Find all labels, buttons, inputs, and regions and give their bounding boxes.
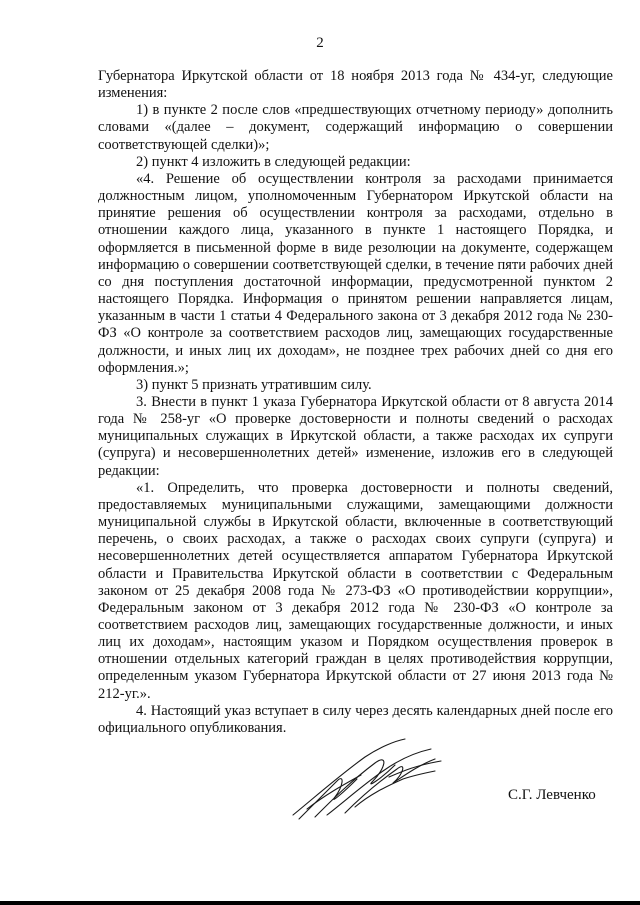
signer-name: С.Г. Левченко	[508, 787, 596, 803]
paragraph: Губернатора Иркутской области от 18 ноября 2013 года № 434-уг, следующие изменения:	[98, 68, 613, 102]
page-number: 2	[316, 35, 324, 51]
paragraph: 2) пункт 4 изложить в следующей редакции:	[136, 153, 411, 170]
document-body	[98, 68, 613, 737]
paragraph: 1) в пункте 2 после слов «предшествующих отчетному периоду» дополнить словами «(далее – документ, содержащий информацию о совершении соответствующей сделки)»;	[98, 102, 613, 153]
paragraph: 4. Настоящий указ вступает в силу через десять календарных дней после его официального опубликования.	[98, 702, 613, 736]
scan-edge	[0, 901, 640, 905]
paragraph: 3. Внести в пункт 1 указа Губернатора Иркутской области от 8 августа 2014 года № 258-уг «О проверке достоверности и полноты сведений о расходах муниципальных служащих в Иркутской области, а также расходах их супруги (супруга) и несовершеннолетних детей» изменение, изложив его в следующей редакции:	[98, 393, 613, 479]
handwritten-signature	[285, 735, 450, 825]
paragraph: 3) пункт 5 признать утратившим силу.	[136, 376, 372, 393]
paragraph: «1. Определить, что проверка достоверности и полноты сведений, предоставляемых муниципальными служащими, замещающими должности муниципальной службы в Иркутской области, включенные в соответствующий перечень, о своих расходах, а также о расходах своих супруги (супруга) и несовершеннолетних детей осуществляется аппаратом Губернатора Иркутской области и Правительства Иркутской области в соответствии с Федеральным законом от 25 декабря 2008 года № 273-ФЗ «О противодействии коррупции», Федеральным законом от 3 декабря 2012 года № 230-ФЗ «О контроле за соответствием расходов лиц, замещающих государственные должности, и иных лиц их доходам», настоящим указом и Порядком осуществления проверок в отношении отдельных категорий граждан в целях противодействия коррупции, определенным указом Губернатора Иркутской области от 27 июня 2013 года № 212-уг.».	[98, 479, 613, 702]
paragraph: «4. Решение об осуществлении контроля за расходами принимается должностным лицом, уполномоченным Губернатором Иркутской области на принятие решения об осуществлении контроля за расходами, отдельно в отношении каждого лица, указанного в пункте 1 настоящего Порядка, и оформляется в письменной форме в виде резолюции на документе, содержащем информацию о совершении соответствующей сделки, в течение пяти рабочих дней со дня поступления достаточной информации, предусмотренной пунктом 2 настоящего Порядка. Информация о принятом решении направляется лицам, указанным в части 1 статьи 4 Федерального закона от 3 декабря 2012 года № 230-ФЗ «О контроле за соответствием расходов лиц, замещающих государственные должности, и иных лиц их доходам», не позднее трех рабочих дней со дня его оформления.»;	[98, 170, 613, 376]
